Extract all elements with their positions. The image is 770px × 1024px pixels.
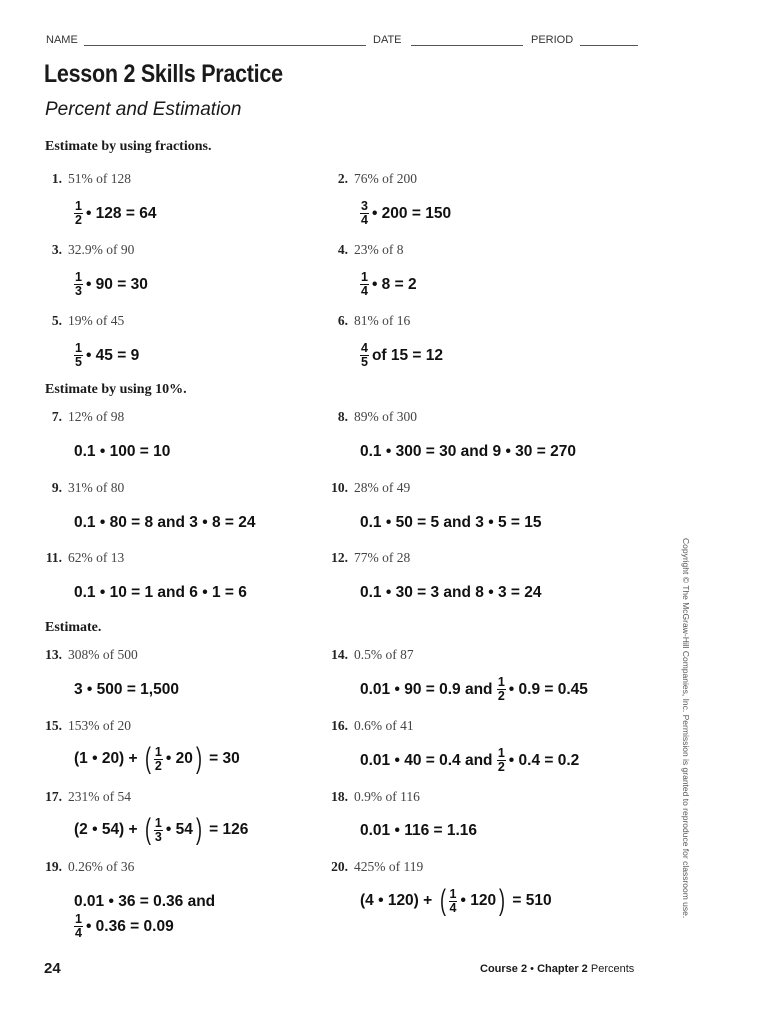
answer-text: 0.01 • 116 = 1.16	[360, 822, 478, 839]
answer-18	[360, 822, 477, 840]
page-title: Lesson 2 Skills Practice	[44, 60, 283, 88]
problem-number: 6.	[337, 313, 348, 328]
problem-number: 11.	[45, 550, 62, 565]
problem-text: 81% of 16	[354, 313, 411, 328]
denominator: 2	[154, 758, 162, 773]
numerator: 1	[361, 270, 368, 284]
denominator: 4	[361, 213, 368, 227]
problem-text: 89% of 300	[354, 409, 417, 424]
period-line	[580, 45, 638, 46]
denominator: 5	[75, 355, 82, 369]
numerator: 1	[154, 815, 162, 830]
fraction	[360, 271, 369, 298]
problem-number: 2.	[337, 171, 348, 186]
answer-6	[360, 342, 443, 369]
problem-number: 12.	[331, 550, 348, 565]
answer-text: 0.01 • 36 = 0.36 and	[74, 893, 216, 910]
problem-text: 0.26% of 36	[68, 859, 135, 874]
numerator: 3	[361, 199, 368, 213]
denominator: 3	[75, 284, 82, 298]
problem-text: 231% of 54	[68, 789, 131, 804]
problem-number: 3.	[51, 242, 62, 257]
fraction	[74, 342, 83, 369]
answer-text: • 0.9 = 0.45	[508, 680, 588, 698]
numerator: 1	[154, 744, 162, 759]
problem-number: 14.	[331, 647, 348, 662]
answer-4	[360, 271, 417, 298]
fraction	[74, 200, 83, 227]
answer-text: = 510	[508, 892, 552, 909]
problem-number: 18.	[331, 789, 348, 804]
problem-text: 28% of 49	[354, 480, 411, 495]
answer-3	[74, 271, 148, 298]
answer-text: 0.01 • 40 = 0.4 and	[360, 751, 497, 769]
answer-text: 3 • 500 = 1,500	[74, 681, 179, 698]
numerator: 1	[449, 886, 457, 901]
numerator: 1	[497, 746, 505, 760]
problem-4	[326, 242, 404, 258]
problem-text: 32.9% of 90	[68, 242, 135, 257]
answer-text: • 20	[165, 750, 193, 767]
problem-8	[326, 409, 417, 425]
problem-number: 8.	[337, 409, 348, 424]
problem-number: 20.	[331, 859, 348, 874]
problem-13	[40, 647, 138, 663]
problem-19	[40, 859, 134, 875]
problem-3	[40, 242, 134, 258]
numerator: 4	[361, 341, 368, 355]
answer-text: of 15 = 12	[371, 346, 444, 364]
answer-text: 0.1 • 80 = 8 and 3 • 8 = 24	[74, 514, 256, 531]
left-paren: (	[439, 884, 446, 917]
numerator: 1	[497, 675, 505, 689]
answer-text: • 200 = 150	[371, 204, 452, 222]
answer-text: • 45 = 9	[85, 346, 140, 364]
numerator: 1	[75, 912, 82, 926]
answer-text: • 120	[460, 892, 497, 909]
fraction	[360, 342, 369, 369]
problem-number: 7.	[51, 409, 62, 424]
period-label: PERIOD	[531, 34, 574, 46]
answer-text: = 30	[204, 750, 240, 767]
section-heading-ten-percent: Estimate by using 10%.	[45, 382, 187, 397]
numerator: 1	[75, 341, 82, 355]
answer-2	[360, 200, 451, 227]
numerator: 1	[75, 270, 82, 284]
problem-5	[40, 313, 124, 329]
answer-text: 0.1 • 50 = 5 and 3 • 5 = 15	[360, 514, 542, 531]
answer-text: 0.1 • 100 = 10	[74, 443, 171, 460]
answer-19-line-2	[74, 913, 174, 940]
problem-9	[40, 480, 124, 496]
problem-11	[40, 550, 124, 566]
problem-number: 16.	[331, 718, 348, 733]
answer-text: 0.1 • 30 = 3 and 8 • 3 = 24	[360, 584, 542, 601]
problem-text: 308% of 500	[68, 647, 138, 662]
problem-14	[326, 647, 414, 663]
problem-20	[326, 859, 423, 875]
page-number: 24	[44, 960, 61, 977]
answer-text: 0.1 • 300 = 30 and 9 • 30 = 270	[360, 443, 576, 460]
problem-16	[326, 718, 414, 734]
denominator: 4	[361, 284, 368, 298]
denominator: 2	[75, 213, 82, 227]
problem-7	[40, 409, 124, 425]
problem-number: 10.	[331, 480, 348, 495]
numerator: 1	[75, 199, 82, 213]
answer-14	[360, 676, 588, 703]
answer-20	[360, 886, 552, 916]
fraction	[497, 676, 506, 703]
answer-text: • 8 = 2	[371, 275, 417, 293]
problem-text: 51% of 128	[68, 171, 131, 186]
answer-text: 0.1 • 10 = 1 and 6 • 1 = 6	[74, 584, 247, 601]
footer-separator: •	[530, 963, 534, 975]
problem-text: 77% of 28	[354, 550, 411, 565]
problem-6	[326, 313, 410, 329]
fraction	[449, 888, 458, 915]
problem-text: 19% of 45	[68, 313, 125, 328]
answer-text: 0.01 • 90 = 0.9 and	[360, 680, 497, 698]
answer-12	[360, 584, 541, 602]
answer-10	[360, 514, 541, 532]
name-line	[84, 45, 366, 46]
fraction	[74, 913, 83, 940]
fraction	[154, 746, 163, 773]
answer-15	[74, 744, 240, 774]
answer-17	[74, 815, 248, 845]
answer-19-line-1	[74, 893, 215, 911]
answer-text: • 128 = 64	[85, 204, 157, 222]
answer-text: • 0.36 = 0.09	[85, 917, 174, 935]
answer-9	[74, 514, 255, 532]
denominator: 2	[497, 689, 505, 703]
denominator: 5	[361, 355, 368, 369]
answer-8	[360, 443, 576, 461]
answer-1	[74, 200, 156, 227]
problem-number: 19.	[45, 859, 62, 874]
denominator: 4	[75, 926, 82, 940]
problem-18	[326, 789, 420, 805]
page-subtitle: Percent and Estimation	[45, 99, 242, 120]
fraction	[497, 747, 506, 774]
answer-text: (4 • 120) +	[360, 892, 437, 909]
problem-text: 23% of 8	[354, 242, 404, 257]
problem-number: 1.	[51, 171, 62, 186]
problem-number: 15.	[45, 718, 62, 733]
answer-5	[74, 342, 139, 369]
problem-text: 12% of 98	[68, 409, 125, 424]
answer-text: (1 • 20) +	[74, 750, 142, 767]
answer-16	[360, 747, 579, 774]
answer-text: • 0.4 = 0.2	[508, 751, 580, 769]
section-heading-estimate: Estimate.	[45, 620, 102, 635]
footer-topic: Percents	[590, 963, 635, 975]
section-heading-fractions: Estimate by using fractions.	[45, 139, 212, 154]
problem-number: 9.	[51, 480, 62, 495]
left-paren: (	[144, 742, 151, 775]
denominator: 2	[497, 760, 505, 774]
problem-text: 153% of 20	[68, 718, 131, 733]
right-paren: )	[195, 742, 202, 775]
problem-17	[40, 789, 131, 805]
footer-course: Course 2	[480, 963, 528, 975]
fraction	[360, 200, 369, 227]
footer-course-info	[480, 963, 634, 975]
copyright-notice: Copyright © The McGraw-Hill Companies, Inc. Permission is granted to reproduce for classroom use.	[681, 538, 691, 919]
denominator: 3	[154, 829, 162, 844]
problem-12	[326, 550, 410, 566]
problem-15	[40, 718, 131, 734]
right-paren: )	[499, 884, 506, 917]
problem-10	[326, 480, 410, 496]
answer-13	[74, 681, 179, 699]
problem-text: 0.6% of 41	[354, 718, 414, 733]
right-paren: )	[195, 813, 202, 846]
date-label: DATE	[373, 34, 402, 46]
problem-2	[326, 171, 417, 187]
problem-text: 425% of 119	[354, 859, 424, 874]
student-info-header	[46, 34, 646, 50]
answer-7	[74, 443, 170, 461]
problem-text: 0.5% of 87	[354, 647, 414, 662]
denominator: 4	[449, 900, 457, 915]
fraction	[74, 271, 83, 298]
footer-chapter: Chapter 2	[537, 963, 588, 975]
problem-number: 5.	[51, 313, 62, 328]
date-line	[411, 45, 523, 46]
problem-number: 13.	[45, 647, 62, 662]
problem-text: 76% of 200	[354, 171, 417, 186]
fraction	[154, 817, 163, 844]
problem-text: 62% of 13	[68, 550, 125, 565]
problem-text: 31% of 80	[68, 480, 125, 495]
answer-text: = 126	[204, 821, 249, 838]
problem-text: 0.9% of 116	[354, 789, 420, 804]
left-paren: (	[144, 813, 151, 846]
answer-text: • 90 = 30	[85, 275, 148, 293]
problem-1	[40, 171, 131, 187]
problem-number: 4.	[337, 242, 348, 257]
answer-text: (2 • 54) +	[74, 821, 142, 838]
answer-text: • 54	[165, 821, 193, 838]
answer-11	[74, 584, 247, 602]
problem-number: 17.	[45, 789, 62, 804]
name-label: NAME	[46, 34, 78, 46]
